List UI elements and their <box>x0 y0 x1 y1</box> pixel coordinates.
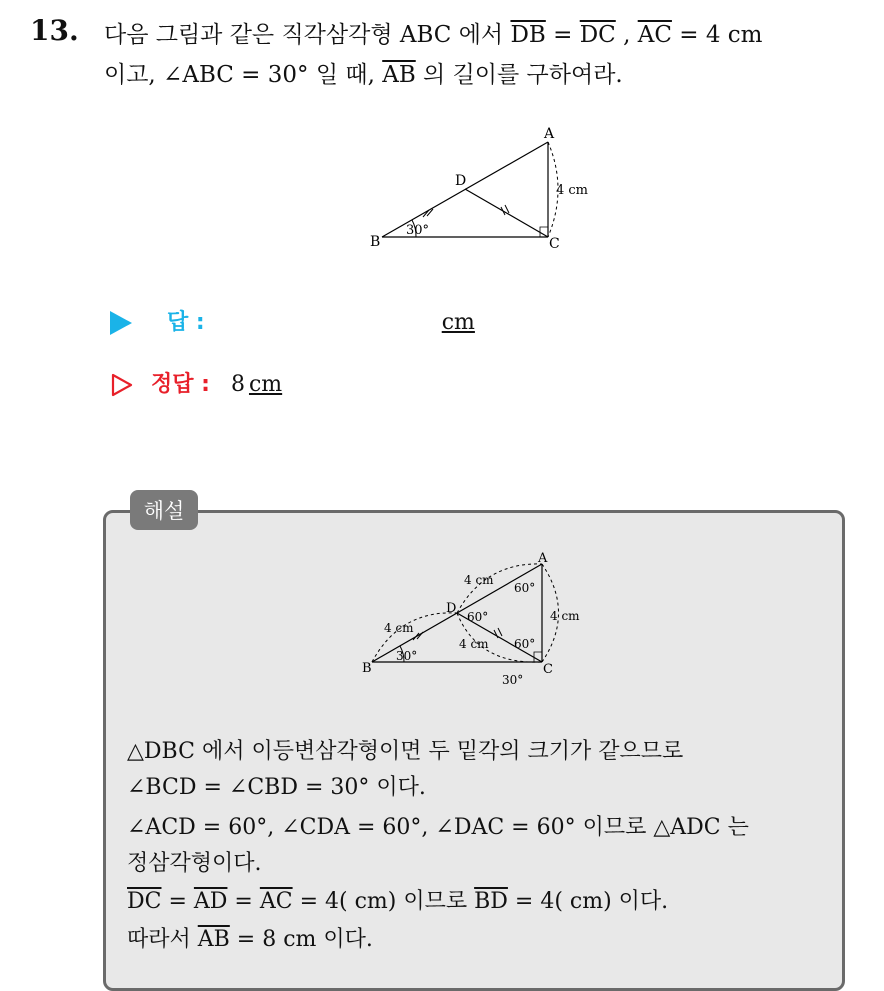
segment-ab: $\overline{AB}$ <box>197 927 230 952</box>
correct-answer-row <box>110 367 282 398</box>
segment-ac: $\overline{AC}$ <box>637 22 672 48</box>
tick-mark <box>413 633 419 640</box>
question-text-2b: 의 길이를 구하여라. <box>415 62 623 88</box>
angle-b: 30° <box>396 649 418 663</box>
label-c: C <box>543 662 553 677</box>
correct-label: 정답 : <box>151 372 210 397</box>
question-text: 다음 그림과 같은 직각삼각형 ABC 에서 <box>104 22 511 48</box>
play-icon <box>110 311 132 335</box>
angle-label-30: 30° <box>406 223 430 238</box>
angle-c: 60° <box>514 637 536 651</box>
label-d: D <box>446 601 457 616</box>
angle-c-bottom: 30° <box>502 673 524 687</box>
right-angle-mark <box>540 227 548 237</box>
segment-bd: $\overline{BD}$ <box>474 889 508 914</box>
separator: , <box>615 22 638 48</box>
equals-sign: = <box>161 889 194 914</box>
angle-a: 60° <box>514 581 536 595</box>
length-dc: 4 cm <box>459 637 489 651</box>
length-label: 4 cm <box>556 183 589 198</box>
explanation-text: 따라서 <box>127 927 198 952</box>
length-da: 4 cm <box>464 573 494 587</box>
segment-dc: $\overline{DC}$ <box>579 22 616 48</box>
question-text-2a: 이고, ∠ABC = 30° 일 때, <box>104 62 383 88</box>
segment-ad: $\overline{AD}$ <box>193 889 228 914</box>
explanation-line-5 <box>127 884 668 915</box>
correct-value: 8 <box>230 372 245 397</box>
segment-ac: $\overline{AC}$ <box>259 889 293 914</box>
explanation-line-2: ∠BCD = ∠CBD = 30° 이다. <box>127 775 426 800</box>
explanation-text: = 4( cm) 이다. <box>507 889 669 914</box>
label-a: A <box>544 126 555 142</box>
label-c: C <box>549 236 560 252</box>
length-ac: 4 cm <box>550 609 580 623</box>
explanation-line-1: △DBC 에서 이등변삼각형이면 두 밑각의 크기가 같으므로 <box>127 739 684 764</box>
segment-dc: $\overline{DC}$ <box>127 889 162 914</box>
label-a: A <box>538 551 548 566</box>
ac-length: = 4 cm <box>671 22 763 48</box>
tick-mark <box>498 628 502 636</box>
explanation-figure <box>360 550 600 690</box>
segment-ab: $\overline{AB}$ <box>382 62 416 88</box>
equals-sign: = <box>545 22 580 48</box>
right-angle-mark <box>534 652 542 662</box>
answer-unit: cm <box>441 310 475 335</box>
explanation-line-6 <box>127 922 373 953</box>
label-d: D <box>455 173 467 189</box>
outline-play-icon <box>110 373 134 397</box>
length-bd: 4 cm <box>384 621 414 635</box>
angle-d: 60° <box>467 610 489 624</box>
explanation-line-4: 정삼각형이다. <box>127 851 262 876</box>
question-number: 13. <box>30 14 79 47</box>
label-b: B <box>362 661 372 676</box>
tick-mark <box>501 207 505 215</box>
answer-row <box>110 305 475 336</box>
explanation-line-3: ∠ACD = 60°, ∠CDA = 60°, ∠DAC = 60° 이므로 △ADC 는 <box>127 815 749 840</box>
answer-label: 답 : <box>167 310 205 335</box>
label-b: B <box>370 234 381 250</box>
question-line-1 <box>104 16 762 49</box>
explanation-text: = 8 cm 이다. <box>229 927 373 952</box>
triangle-figure <box>368 122 608 257</box>
question-line-2 <box>104 56 623 89</box>
segment-db: $\overline{DB}$ <box>510 22 546 48</box>
segment-dc-line <box>465 189 548 237</box>
explanation-tab: 해설 <box>130 490 198 530</box>
correct-unit: cm <box>248 372 283 397</box>
explanation-text: = 4( cm) 이므로 <box>292 889 475 914</box>
equals-sign: = <box>227 889 260 914</box>
